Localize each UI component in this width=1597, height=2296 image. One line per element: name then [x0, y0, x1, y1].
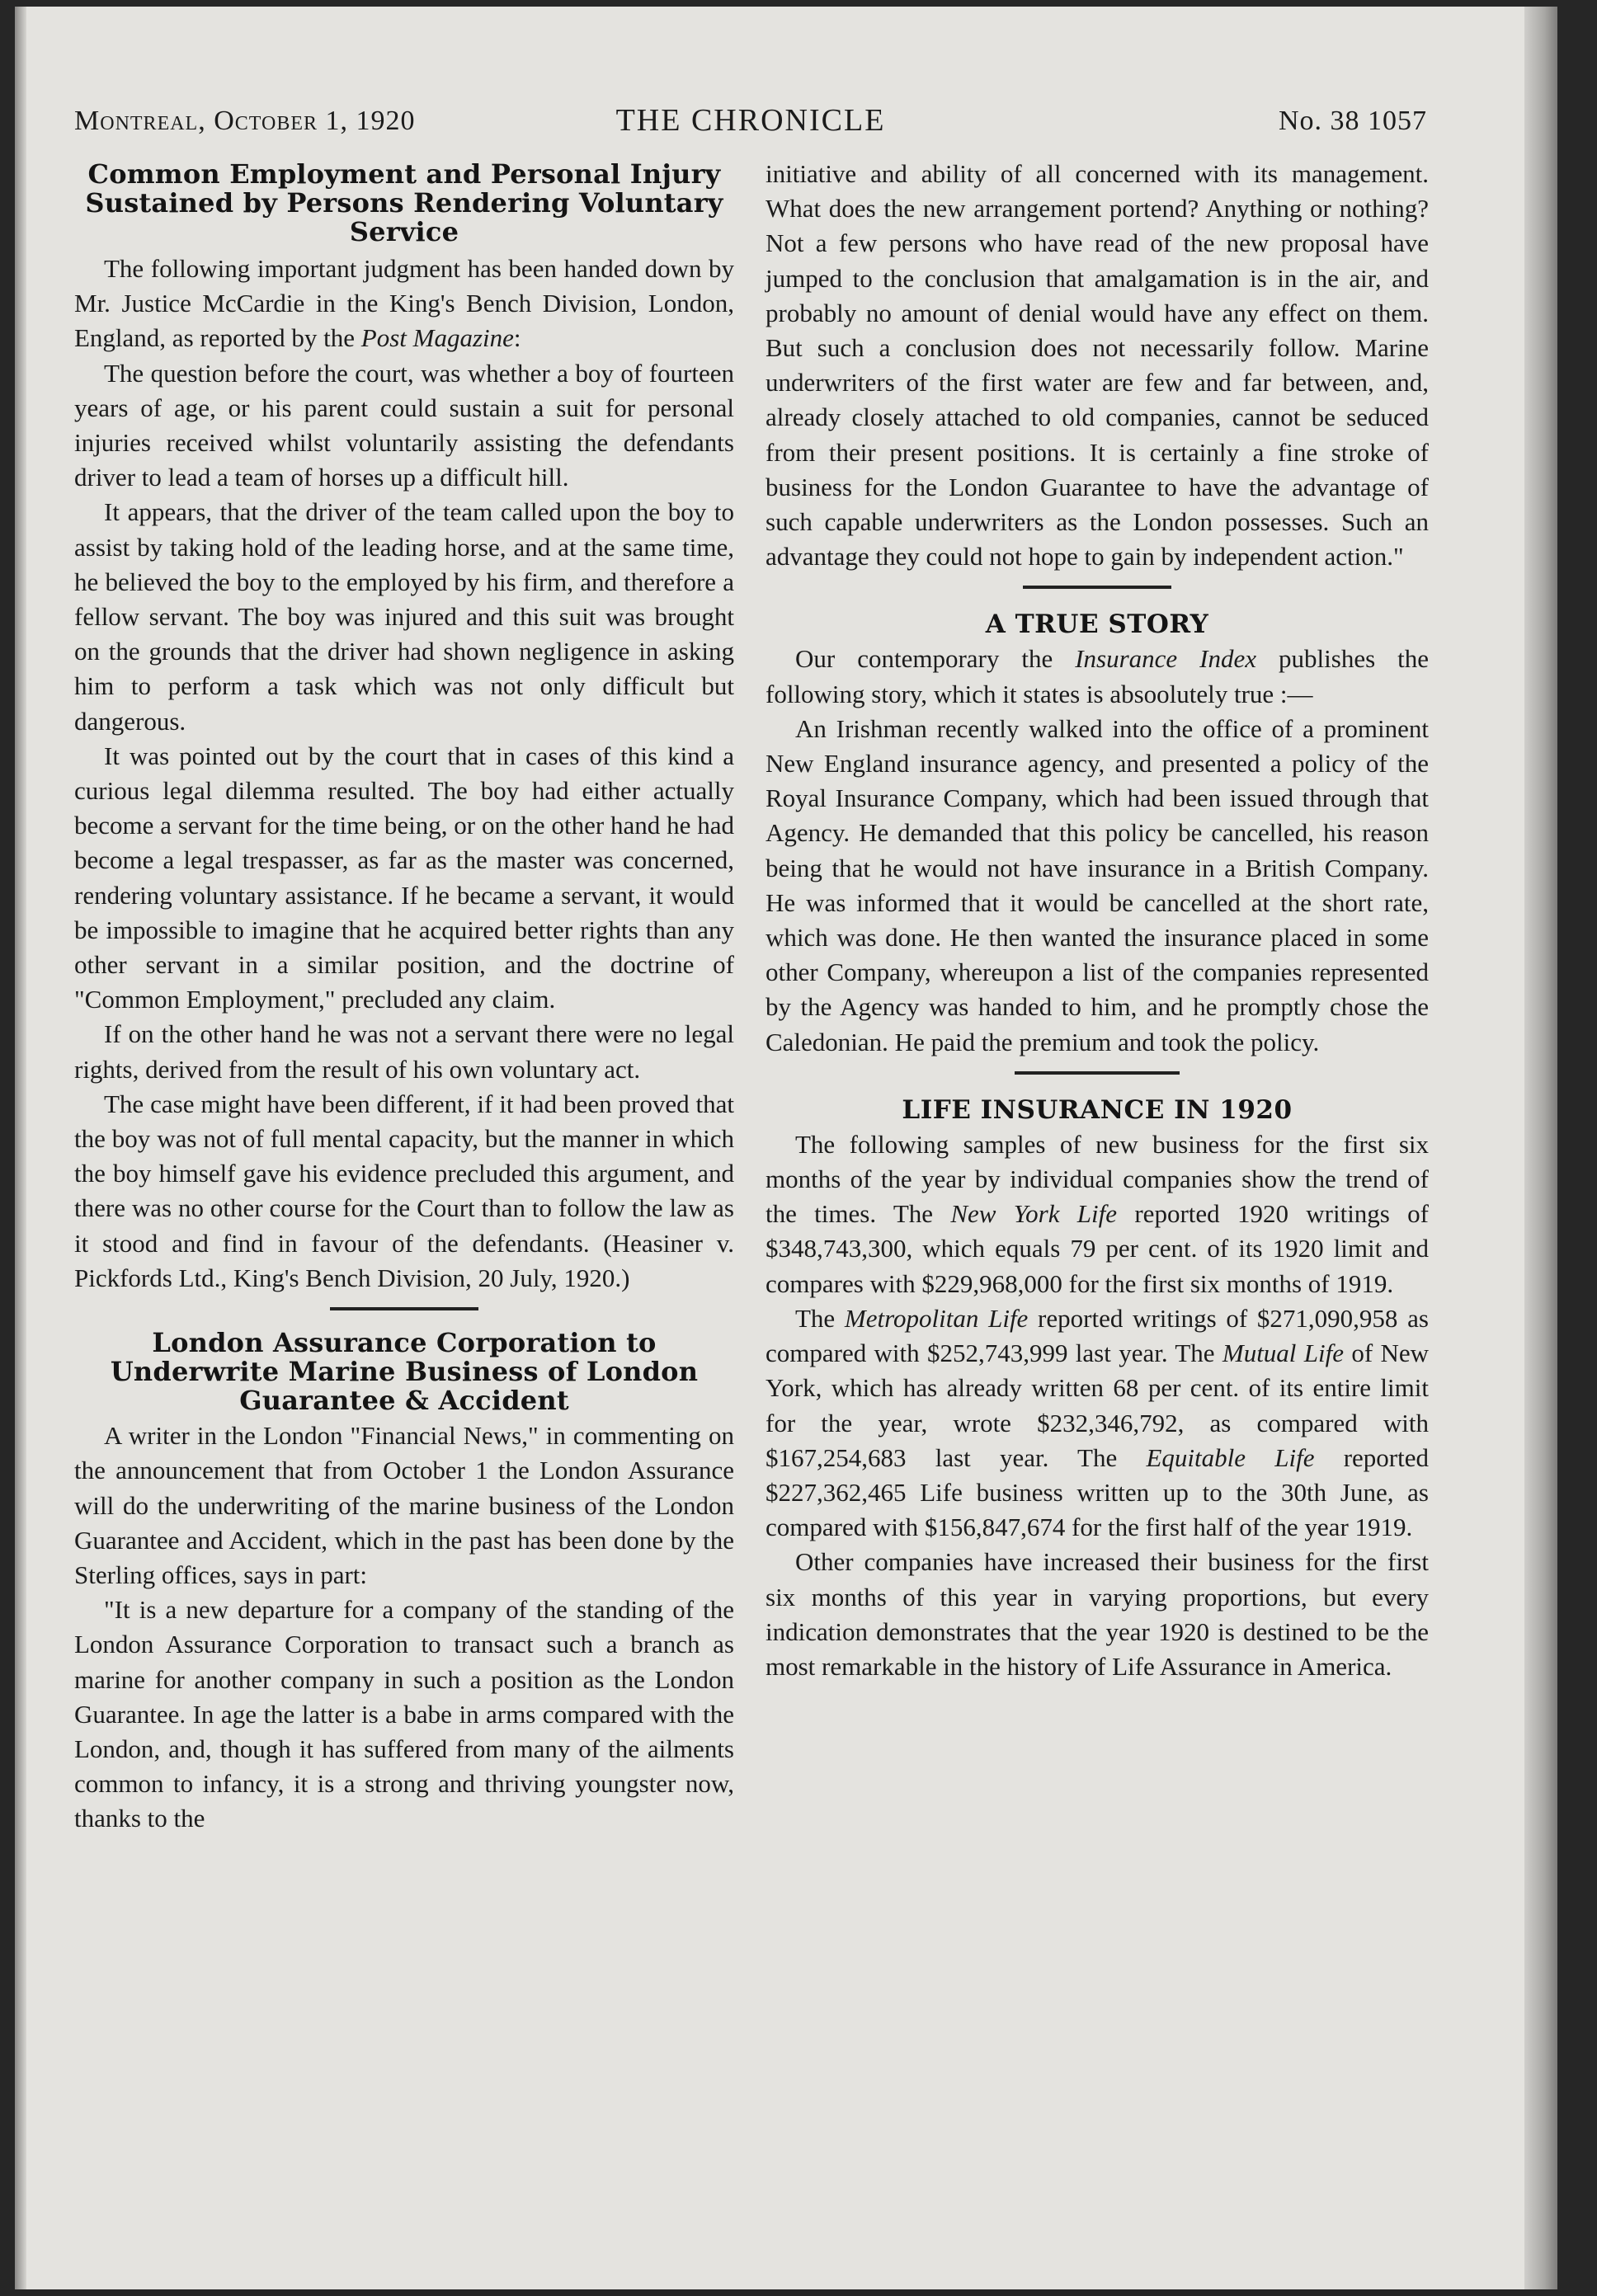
- company-name: Equitable Life: [1146, 1442, 1315, 1472]
- left-column: [74, 160, 734, 1837]
- header-dateline: Montreal, October 1, 1920: [74, 106, 416, 136]
- paragraph: The Metropolitan Life reported writings of $271,090,958 as compared with $252,743,999 last year. The Mutual Life of New York, which has already written 68 per cent. of its entire limit for the year, wrote $232,346,792, as compared with $167,254,683 last year. The Equitable Life reported $227,362,465 Life business written up to the 30th June, as compared with $156,847,674 for the first half of the year 1919.: [766, 1303, 1429, 1542]
- paragraph: Other companies have increased their business for the first six months of this year in varying proportions, but every indication demonstrates that the year 1920 is destined to be the most remarkable in the history of Life Assurance in America.: [766, 1547, 1429, 1681]
- source-publication: Insurance Index: [1075, 644, 1257, 674]
- company-name: Mutual Life: [1222, 1339, 1344, 1368]
- page-edge-shadow: [15, 7, 26, 2289]
- paragraph: "It is a new departure for a company of the standing of the London Assurance Corporation to transact such a branch as marine for another company in such a position as the London Guarantee. In age the latter is a babe in arms compared with the London, and, though it has suffered from many of the ailments common to infancy, it is a strong and thriving youngster now, thanks to the: [74, 1595, 734, 1833]
- section-divider: [330, 1307, 478, 1310]
- article-title-true-story: A TRUE STORY: [985, 609, 1209, 640]
- paragraph: If on the other hand he was not a servant there were no legal rights, derived from the result of his own voluntary act.: [74, 1019, 734, 1084]
- paragraph: A writer in the London "Financial News," in commenting on the announcement that from October 1 the London Assurance will do the underwriting of the marine business of the London Guarantee and Accident, which in the past has been done by the Sterling offices, says in part:: [74, 1421, 734, 1589]
- paragraph: An Irishman recently walked into the office of a prominent New England insurance agency, and presented a policy of the Royal Insurance Company, which had been issued through that Agency. He demanded that this policy be cancelled, his reason being that he would not have insurance in a British Company. He was informed that it would be cancelled at the short rate, which was done. He then wanted the insurance placed in some other Company, whereupon a list of the companies represented by the Agency was handed to him, and he promptly chose the Caledonian. He paid the premium and took the policy.: [766, 713, 1429, 1056]
- paragraph-continued: initiative and ability of all concerned with its management. What does the new arrangement portend? Anything or nothing? Not a few persons who have read of the new proposal have jumped to the conclusion that amalgamation is in the air, and probably no amount of denial would have any effect on them. But such a conclusion does not necessarily follow. Marine underwriters of the first water are few and far between, and, already closely attached to old companies, cannot be seduced from their present positions. It is certainly a fine stroke of business for the London Guarantee to have the advantage of such capable underwriters as the London possesses. Such an advantage they could not hope to gain by independent action.": [766, 159, 1429, 572]
- page-edge-shadow: [1524, 7, 1557, 2289]
- publication-title: THE CHRONICLE: [615, 103, 886, 138]
- paragraph: It was pointed out by the court that in cases of this kind a curious legal dilemma resulted. The boy had either actually become a servant for the time being, or on the other hand he had become a legal trespasser, as far as the master was concerned, rendering voluntary assistance. If he became a servant, it would be impossible to imagine that he acquired better rights than any other servant in a similar position, and the doctrine of "Common Employment," precluded any claim.: [74, 741, 734, 1014]
- section-divider: [1023, 586, 1171, 589]
- paragraph: It appears, that the driver of the team called upon the boy to assist by taking hold of the leading horse, and at the same time, he believed the boy to the employed by his firm, and therefore a fellow servant. The boy was injured and this suit was brought on the grounds that the driver had shown negligence in asking him to perform a task which was not only difficult but dangerous.: [74, 497, 734, 736]
- source-publication: Post Magazine: [360, 323, 514, 353]
- right-column: [766, 157, 1429, 1684]
- company-name: Metropolitan Life: [844, 1303, 1029, 1333]
- issue-page-number: No. 38 1057: [1278, 106, 1427, 136]
- article-title-london-assurance: London Assurance Corporation to Underwrite Marine Business of London Guarantee & Accident: [110, 1327, 699, 1417]
- paragraph: The question before the court, was whether a boy of fourteen years of age, or his parent could sustain a suit for personal injuries received whilst voluntarily assisting the defendants driver to lead a team of horses up a difficult hill.: [74, 358, 734, 492]
- article-title-life-insurance: LIFE INSURANCE IN 1920: [902, 1094, 1293, 1125]
- paragraph: The case might have been different, if it had been proved that the boy was not of full mental capacity, but the manner in which the boy himself gave his evidence precluded this argument, and there was no other course for the Court than to follow the law as it stood and find in favour of the defendants. (Heasiner v. Pickfords Ltd., King's Bench Division, 20 July, 1920.): [74, 1089, 734, 1292]
- paragraph: The following important judgment has been handed down by Mr. Justice McCardie in the King's Bench Division, London, England, as reported by the Post Magazine:: [74, 254, 734, 353]
- paragraph: Our contemporary the Insurance Index publishes the following story, which it states is absoolutely true :—: [766, 644, 1430, 708]
- paragraph: The following samples of new business for the first six months of the year by individual companies show the trend of the times. The New York Life reported 1920 writings of $348,743,300, which equals 79 per cent. of its 1920 limit and compares with $229,968,000 for the first six months of 1919.: [766, 1129, 1430, 1298]
- newspaper-page: [15, 7, 1557, 2289]
- running-header: [74, 99, 1427, 148]
- company-name: New York Life: [950, 1199, 1118, 1229]
- article-title-common-employment: Common Employment and Personal Injury Sustained by Persons Rendering Voluntary Service: [85, 158, 723, 247]
- section-divider: [1015, 1071, 1180, 1075]
